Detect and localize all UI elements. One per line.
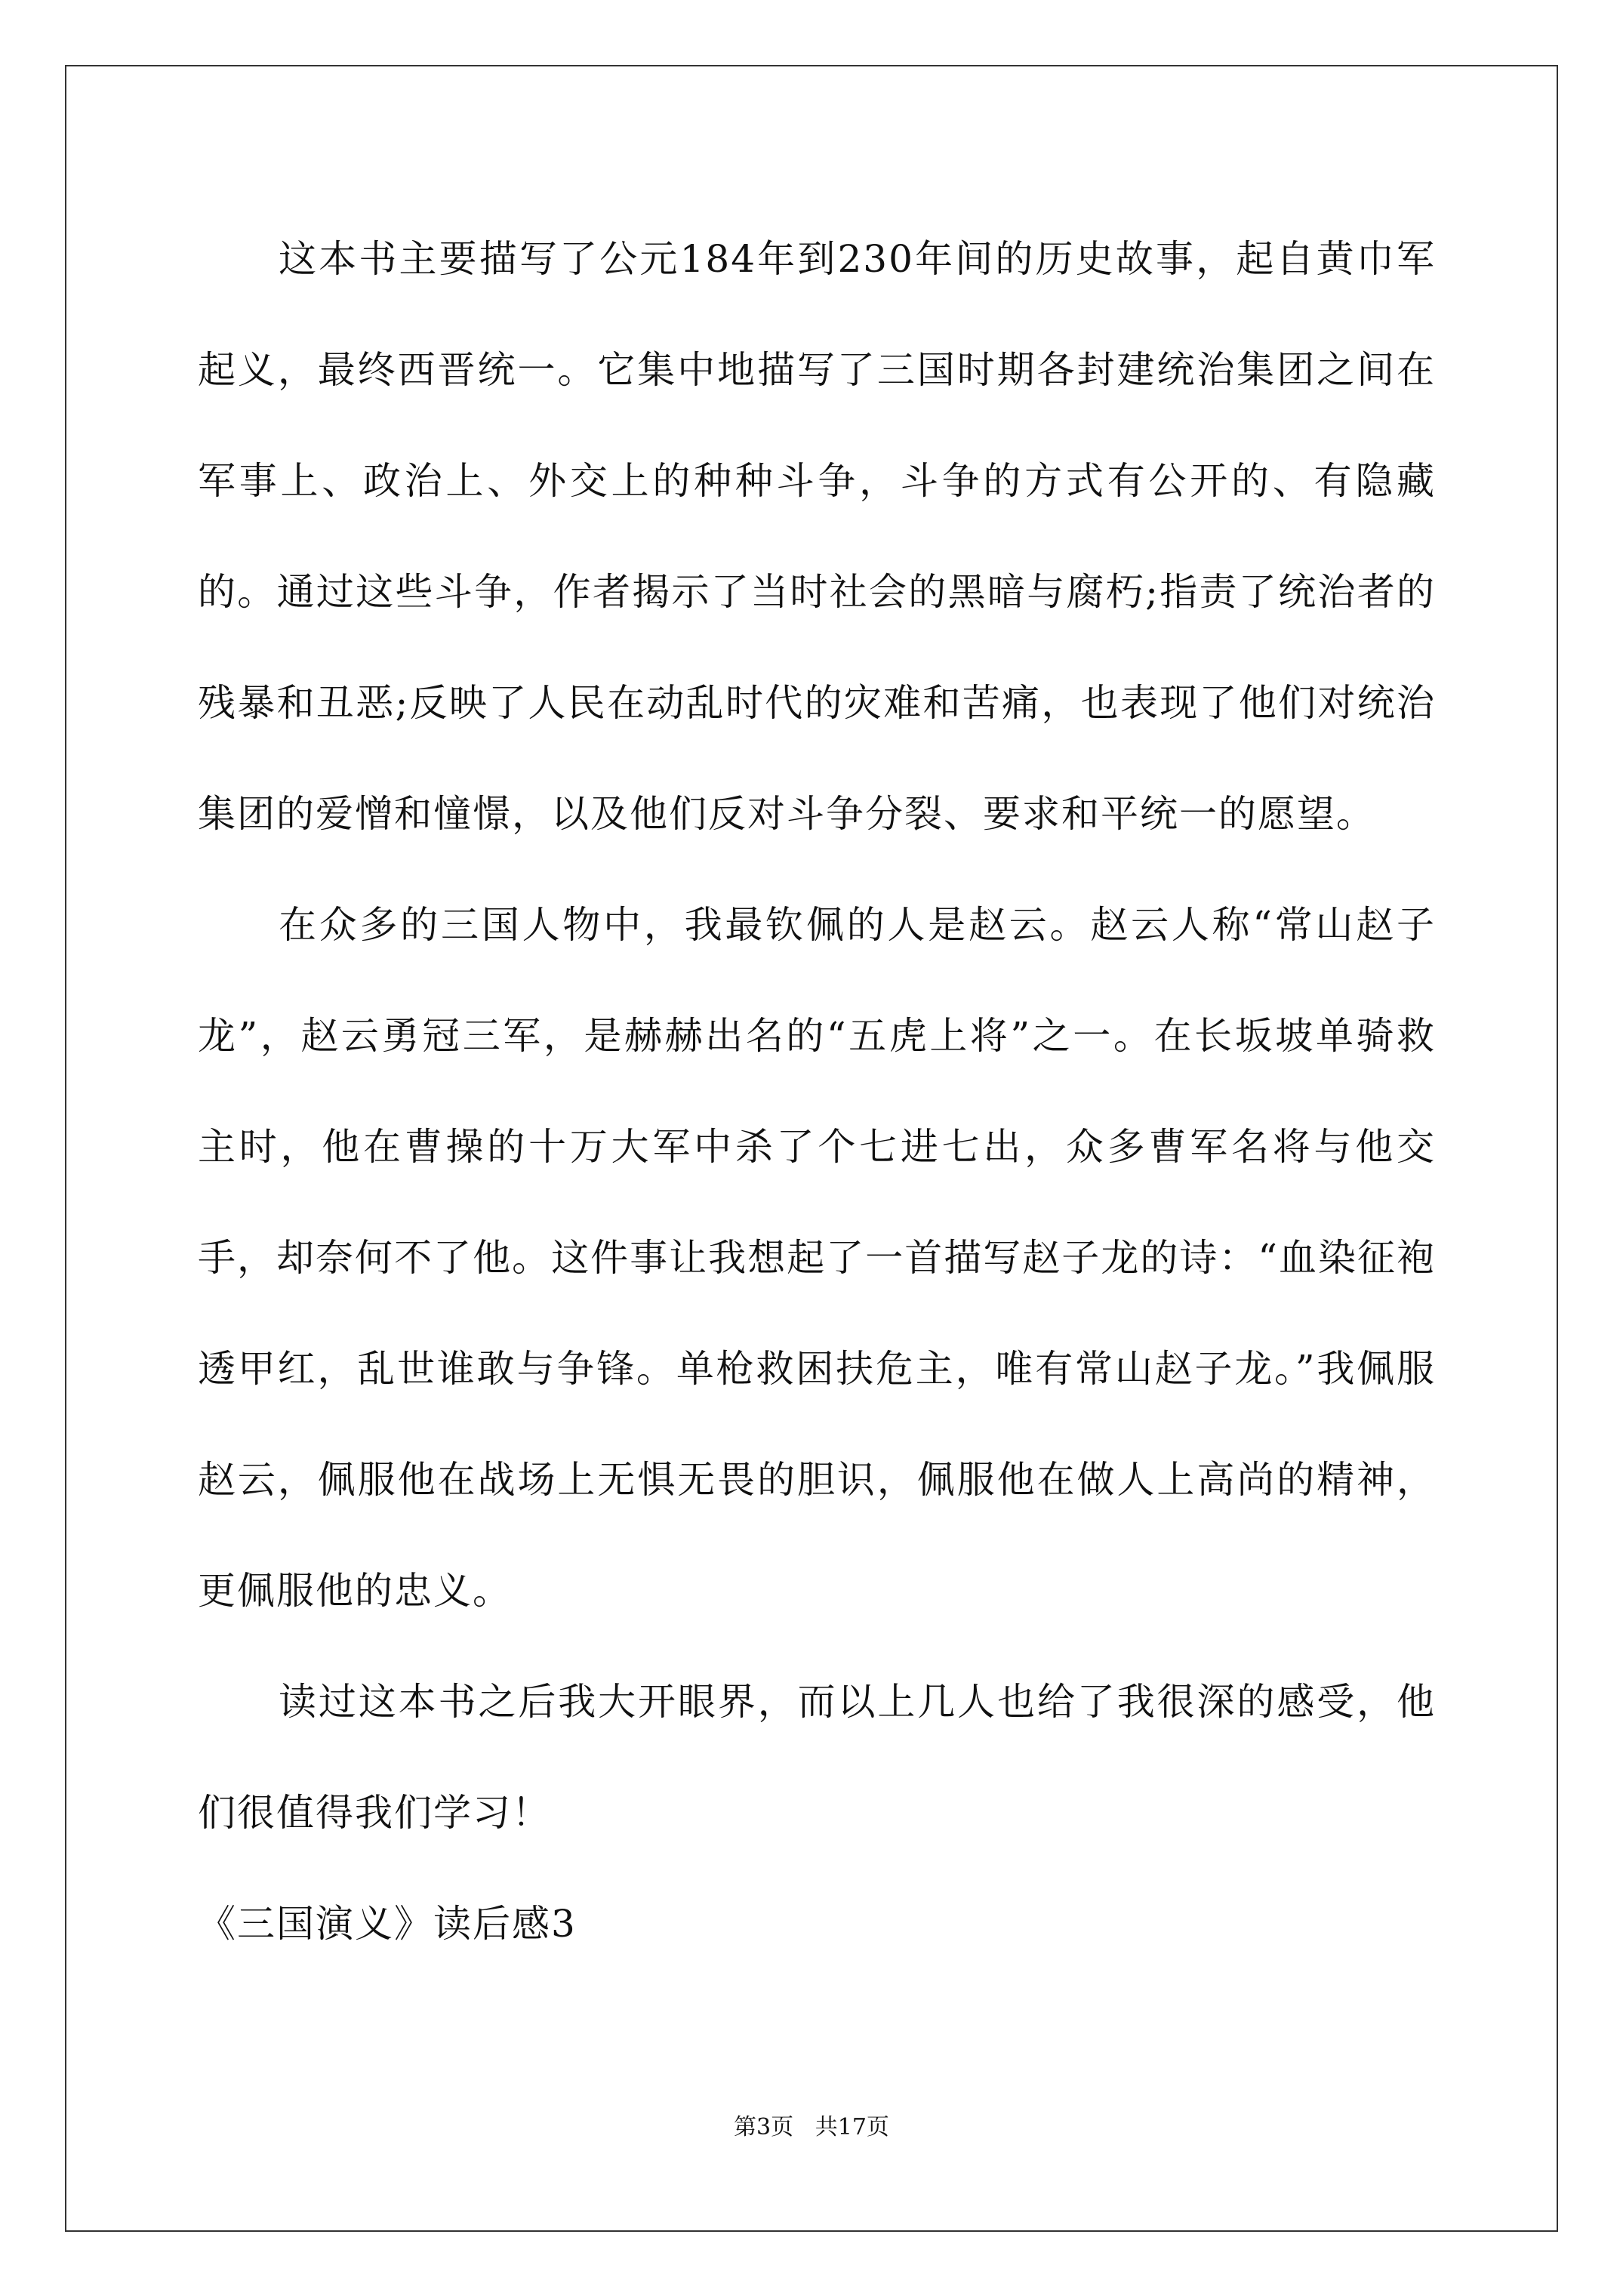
section-heading: 《三国演义》读后感3 <box>198 1902 577 1946</box>
total-pages: 共17页 <box>815 2114 889 2140</box>
paragraph-history-summary: 这本书主要描写了公元184年到230年间的历史故事，起自黄巾军起义，最终西晋统一。它集中地描写了三国时期各封建统治集团之间在军事上、政治上、外交上的种种斗争，斗争的方式有公开的、有隐藏的。通过这些斗争，作者揭示了当时社会的黑暗与腐朽;指责了统治者的残暴和丑恶;反映了人民在动乱时代的灾难和苦痛，也表现了他们对统治集团的爱憎和憧憬，以及他们反对斗争分裂、要求和平统一的愿望。 <box>198 237 1436 836</box>
document-body <box>198 204 1436 1980</box>
paragraph-conclusion: 读过这本书之后我大开眼界，而以上几人也给了我很深的感受，他们很值得我们学习！ <box>198 1680 1436 1835</box>
page-number: 第3页 <box>734 2114 794 2140</box>
page-footer <box>0 2108 1623 2141</box>
paragraph-zhao-yun: 在众多的三国人物中，我最钦佩的人是赵云。赵云人称“常山赵子龙”，赵云勇冠三军，是赫赫出名的“五虎上将”之一。在长坂坡单骑救主时，他在曹操的十万大军中杀了个七进七出，众多曹军名将与他交手，却奈何不了他。这件事让我想起了一首描写赵子龙的诗：“血染征袍透甲红，乱世谁敢与争锋。单枪救困扶危主，唯有常山赵子龙。”我佩服赵云，佩服他在战场上无惧无畏的胆识，佩服他在做人上高尚的精神，更佩服他的忠义。 <box>198 903 1436 1613</box>
